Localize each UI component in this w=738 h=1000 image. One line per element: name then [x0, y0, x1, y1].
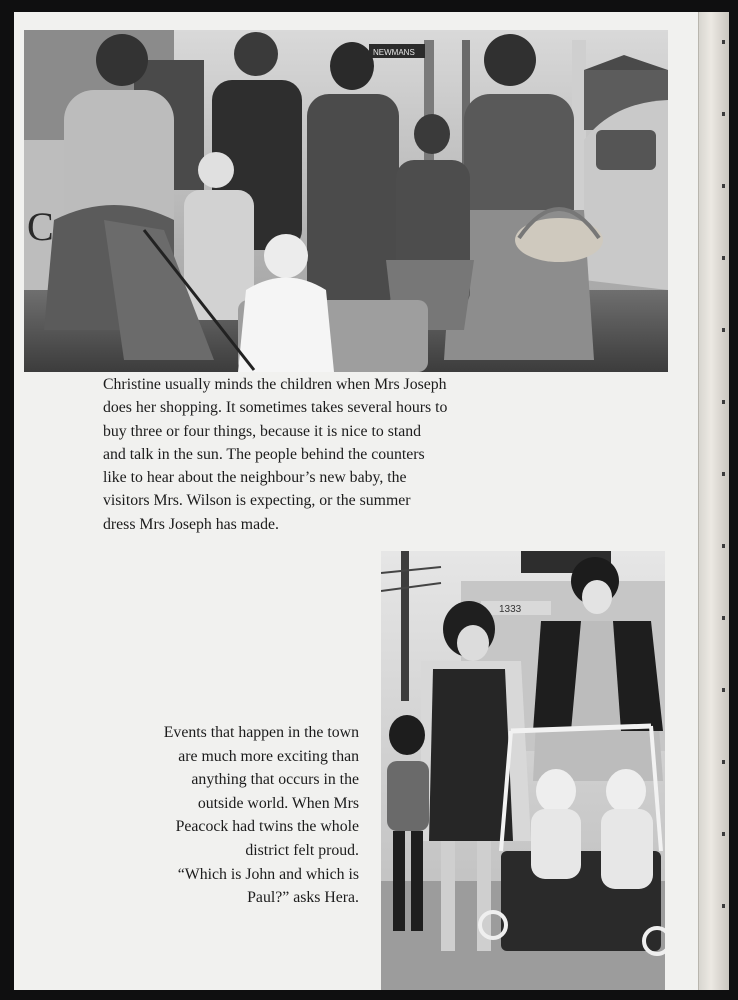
caption-line: visitors Mrs. Wilson is expecting, or the summer — [103, 492, 411, 510]
twins-pram-photo — [381, 551, 665, 990]
caption-line: Peacock had twins the whole — [175, 818, 359, 836]
caption-line: are much more exciting than — [178, 747, 359, 765]
caption-line: “Which is John and which is — [177, 865, 359, 883]
shop-sign-text: 1333 — [499, 604, 522, 615]
svg-text:C: C — [27, 204, 54, 249]
top-caption — [103, 373, 543, 536]
shop-sign-text: NEWMANS — [373, 48, 415, 57]
bottom-caption — [104, 721, 359, 910]
book-page — [14, 12, 720, 990]
caption-line: dress Mrs Joseph has made. — [103, 515, 279, 533]
caption-line: does her shopping. It sometimes takes several hours to — [103, 399, 448, 417]
caption-line: like to hear about the neighbour’s new baby, the — [103, 469, 407, 487]
caption-line: Christine usually minds the children when Mrs Joseph — [103, 376, 447, 393]
caption-line: Events that happen in the town — [163, 724, 359, 741]
caption-line: district felt proud. — [245, 841, 359, 859]
caption-line: anything that occurs in the — [191, 771, 359, 789]
caption-line: Paul?” asks Hera. — [247, 889, 359, 907]
binding-stitch — [722, 40, 725, 960]
caption-line: outside world. When Mrs — [197, 794, 359, 812]
street-shopping-photo — [24, 30, 668, 372]
caption-line: buy three or four things, because it is nice to stand — [103, 422, 422, 440]
caption-line: and talk in the sun. The people behind the counters — [103, 445, 425, 463]
